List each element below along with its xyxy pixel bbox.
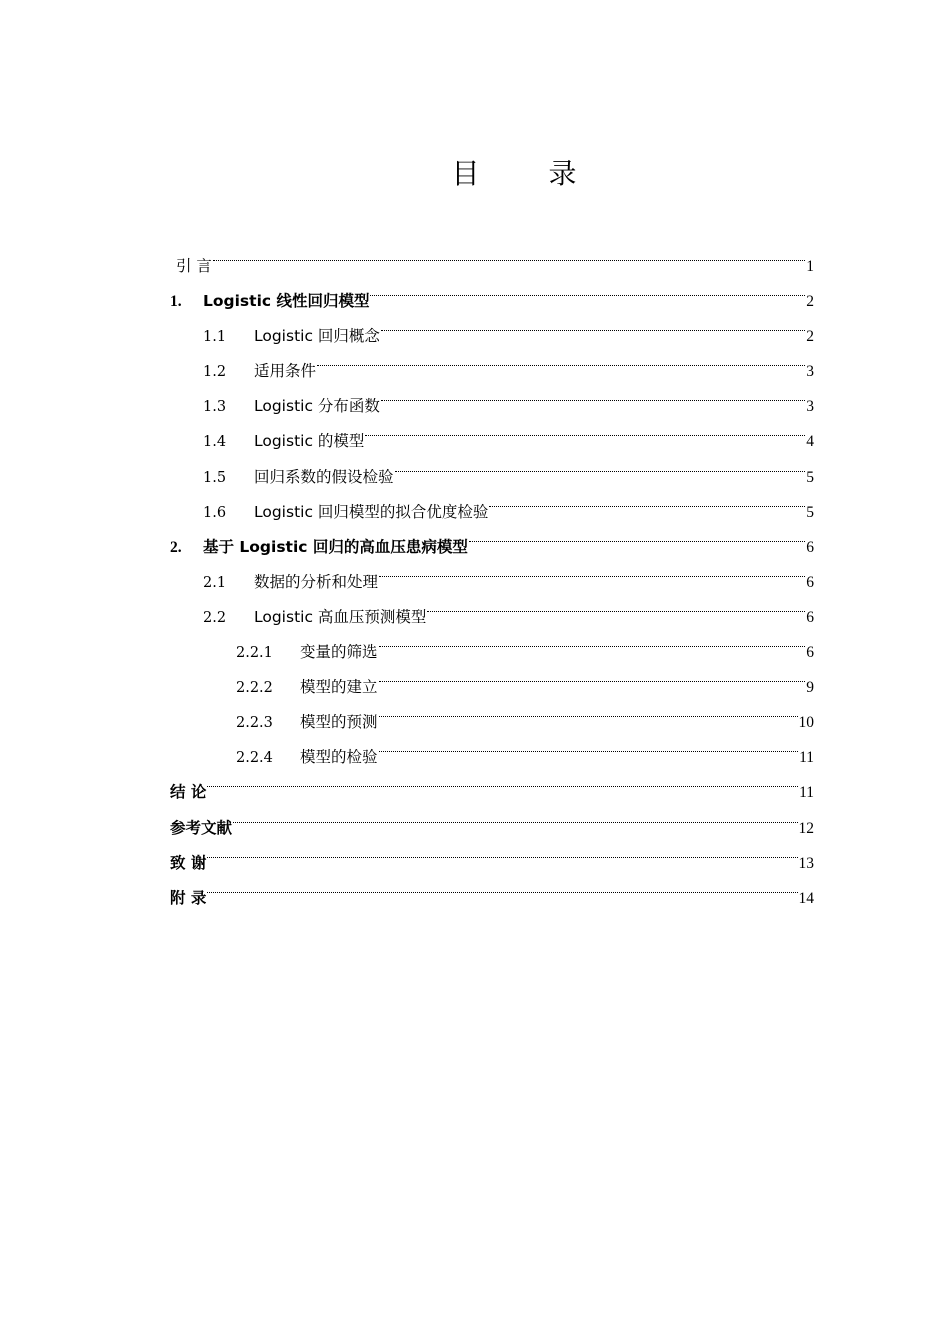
dot-leader [379, 657, 806, 692]
toc-entry-page-number: 4 [806, 433, 814, 451]
toc-entry[interactable] [170, 762, 814, 802]
toc-entry-page-number: 1 [806, 258, 814, 275]
toc-entry-page-number: 5 [806, 503, 814, 521]
dot-leader [469, 517, 805, 552]
toc-entry-number: 1.4 [203, 434, 227, 451]
toc-entry-label: 模型的检验 [300, 748, 378, 767]
toc-entry-number: 1.1 [203, 329, 227, 346]
toc-entry-label: 基于 Logistic 回归的高血压患病模型 [203, 537, 468, 556]
toc-entry-label: Logistic 高血压预测模型 [254, 607, 427, 626]
toc-entry[interactable] [170, 798, 814, 837]
toc-entry-page-number: 5 [806, 468, 814, 486]
toc-entry-page-number: 6 [806, 644, 814, 662]
toc-entry-number: 2.2.2 [236, 680, 273, 697]
dot-leader [379, 692, 798, 727]
dot-leader [379, 622, 806, 657]
toc-entry-label: Logistic 线性回归模型 [203, 292, 370, 311]
dot-leader [489, 482, 805, 517]
toc-entry-number: 1.6 [203, 504, 227, 521]
toc-entry-number: 1. [170, 293, 182, 311]
toc-entry-number: 2. [170, 538, 182, 556]
toc-entry-page-number: 13 [798, 854, 814, 872]
toc-entry-page-number: 11 [799, 784, 814, 802]
toc-entry[interactable] [170, 271, 814, 311]
toc-entry-label: 附 录 [170, 888, 207, 907]
toc-entry-label: 引 言 [176, 257, 212, 275]
page-title: 目 录 [451, 157, 607, 190]
dot-leader [381, 376, 805, 411]
dot-leader [207, 833, 797, 868]
dot-leader [379, 552, 805, 587]
toc-entry-number: 2.1 [203, 574, 227, 591]
toc-entry-page-number: 9 [806, 679, 814, 697]
toc-entry-label: 适用条件 [254, 362, 317, 381]
toc-entry-label: Logistic 回归模型的拟合优度检验 [254, 502, 489, 521]
toc-entry-label: 回归系数的假设检验 [254, 467, 394, 486]
toc-entry-label: Logistic 的模型 [254, 432, 365, 451]
dot-leader [365, 411, 805, 446]
toc-entry-page-number: 2 [806, 293, 814, 311]
toc-entry-page-number: 2 [806, 328, 814, 346]
toc-entry-label: 模型的建立 [300, 678, 378, 697]
toc-entry-label: 参考文献 [170, 818, 233, 837]
toc-entry-label: 致 谢 [170, 853, 207, 872]
toc-entry-page-number: 10 [798, 714, 814, 732]
dot-leader [233, 798, 797, 833]
toc-entry[interactable] [170, 833, 814, 872]
toc-entry-number: 1.5 [203, 469, 227, 486]
toc-entry-page-number: 6 [806, 608, 814, 626]
toc-entry-page-number: 12 [798, 819, 814, 837]
toc-entry-label: 变量的筛选 [300, 643, 378, 662]
toc-entry-label: 数据的分析和处理 [254, 572, 379, 591]
dot-leader [207, 868, 797, 903]
dot-leader [381, 306, 805, 341]
toc-entry-page-number: 6 [806, 573, 814, 591]
toc-entry-number: 2.2.1 [236, 645, 273, 662]
toc-entry-label: 模型的预测 [300, 713, 378, 732]
toc-entry-number: 2.2 [203, 609, 227, 626]
dot-leader [213, 236, 805, 271]
toc-entry[interactable] [170, 868, 814, 907]
toc-entry-page-number: 6 [806, 538, 814, 556]
toc-entry[interactable] [170, 236, 814, 275]
toc-entry-page-number: 14 [798, 889, 814, 907]
toc-entry-number: 2.2.4 [236, 750, 273, 767]
dot-leader [207, 762, 798, 797]
toc-entry-number: 1.2 [203, 364, 227, 381]
toc-entry-number: 1.3 [203, 399, 227, 416]
toc-entry-page-number: 3 [806, 363, 814, 381]
table-of-contents [170, 236, 814, 907]
dot-leader [427, 587, 805, 622]
toc-entry-page-number: 11 [799, 749, 814, 767]
dot-leader [379, 727, 799, 762]
dot-leader [370, 271, 805, 306]
toc-entry-label: Logistic 回归概念 [254, 327, 380, 346]
toc-entry-page-number: 3 [806, 398, 814, 416]
toc-entry-number: 2.2.3 [236, 715, 273, 732]
dot-leader [395, 447, 806, 482]
dot-leader [317, 341, 805, 376]
toc-entry-label: Logistic 分布函数 [254, 397, 380, 416]
toc-entry-label: 结 论 [170, 783, 207, 802]
